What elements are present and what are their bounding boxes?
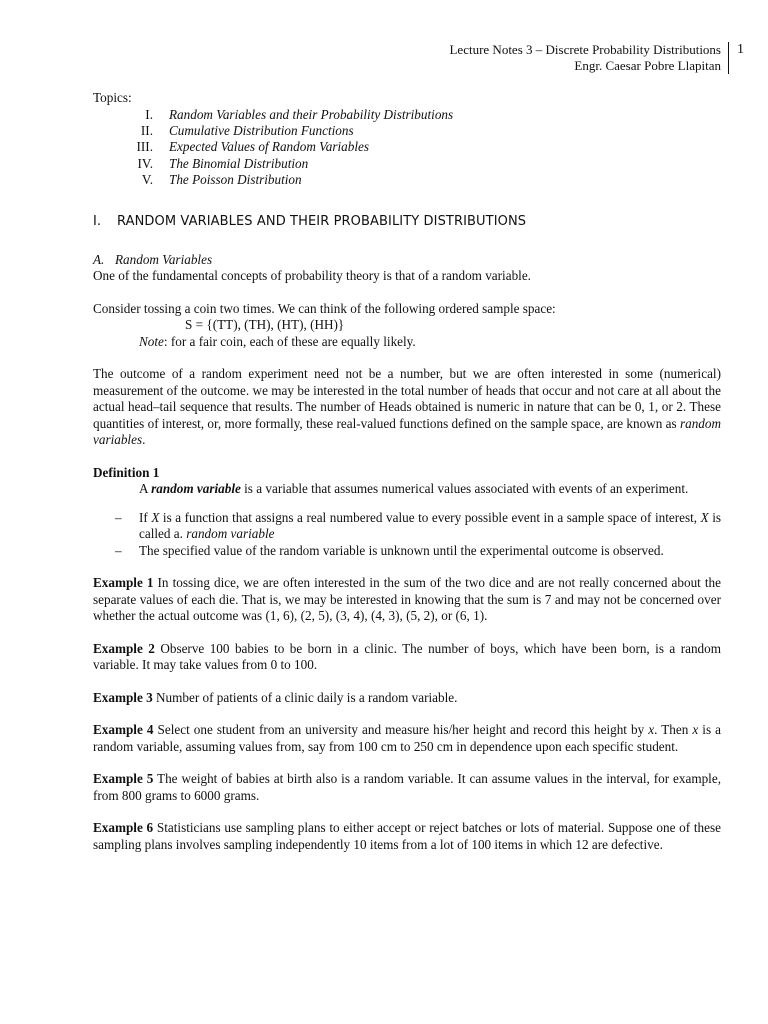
- bullet-text-part: If: [139, 509, 152, 525]
- topic-number: II.: [140, 122, 153, 138]
- topic-number: V.: [141, 172, 153, 188]
- bullet-dash: –: [115, 509, 122, 525]
- intro-paragraph: One of the fundamental concepts of probability theory is that of a random variable.: [93, 268, 531, 284]
- example-text: . Then: [654, 722, 693, 738]
- topic-title: Cumulative Distribution Functions: [169, 122, 354, 138]
- page-number: 1: [737, 42, 744, 57]
- bullet-term: random variable: [186, 526, 275, 542]
- outcome-text: The outcome of a random experiment need not be a number, but we are often interested in some (numerical) measurement of the outcome. we may be interested in the total number of heads that occur and not care at all about the actual head–tail sequence that results. The number of Heads obtained is numeric in nature that can be 0, 1, or 2. These quantities of interest, or, more formally, these real-valued functions defined on the sample space, are known as: [93, 366, 721, 431]
- page-header: [449, 42, 744, 74]
- example-label: Example 5: [93, 771, 154, 787]
- note-paragraph: [93, 334, 721, 351]
- note-text: : for a fair coin, each of these are equally likely.: [163, 333, 416, 349]
- example-label: Example 3: [93, 689, 153, 705]
- bullet-text: [139, 510, 721, 543]
- definition-pre: A: [139, 481, 152, 497]
- definition-title: Definition 1: [93, 464, 160, 480]
- sample-space-equation: S = {(TT), (TH), (HT), (HH)}: [185, 317, 345, 333]
- variable-x: X: [700, 509, 709, 525]
- outcome-paragraph: [93, 366, 721, 449]
- section-heading: [93, 214, 721, 231]
- example-label: Example 2: [93, 640, 155, 656]
- bullet-text-part: is a function that assigns a real numbered value to every possible event in a sample space of interest,: [159, 509, 701, 525]
- example-paragraph: [93, 690, 721, 707]
- variable-x: x: [648, 722, 655, 738]
- bullet-text: The specified value of the random variable is unknown until the experimental outcome is observed.: [139, 542, 664, 558]
- topic-title: The Binomial Distribution: [169, 155, 309, 171]
- bullet-item: [93, 543, 721, 560]
- example-label: Example 1: [93, 575, 154, 591]
- example-text: Number of patients of a clinic daily is a random variable.: [152, 689, 458, 705]
- example-text: In tossing dice, we are often interested in the sum of the two dice and are not really concerned about the separate values of each die. That is, we may be interested in knowing that the sum is 7 and may not be concerned over whether the actual outcome was (1, 6), (2, 5), (3, 4), (4, 3), (5, 2), or (6, 1).: [93, 575, 721, 624]
- subsection-letter: A.: [93, 251, 105, 267]
- example-paragraph: [93, 575, 721, 625]
- topic-number: I.: [145, 106, 153, 122]
- section-number: I.: [93, 214, 102, 230]
- topic-title: Expected Values of Random Variables: [169, 139, 369, 155]
- example-text: Select one student from an university and measure his/her height and record this height by: [153, 722, 649, 738]
- example-paragraph: [93, 641, 721, 674]
- coin-paragraph: Consider tossing a coin two times. We can think of the following ordered sample space:: [93, 300, 556, 316]
- topic-title: The Poisson Distribution: [169, 172, 302, 188]
- note-label: Note: [139, 333, 164, 349]
- example-text: Observe 100 babies to be born in a clinic. The number of boys, which have been born, is a random variable. It may take values from 0 to 100.: [93, 640, 721, 673]
- subsection-title: Random Variables: [115, 251, 213, 267]
- topic-item: [93, 139, 721, 155]
- example-text: is a random variable, assuming values from, say from 100 cm to 250 cm in dependence upon each specific student.: [93, 722, 721, 754]
- subsection-heading: [93, 252, 721, 269]
- example-text: Statisticians use sampling plans to either accept or reject batches or lots of material. Suppose one of these sampling plans involves sampling independently 10 items from a lot of 100 items in which 12 are defective.: [93, 820, 721, 852]
- topics-label: Topics:: [93, 90, 132, 105]
- definition-post: is a variable that assumes numerical values associated with events of an experiment.: [240, 481, 689, 497]
- example-paragraph: [93, 722, 721, 755]
- topic-title: Random Variables and their Probability Distributions: [169, 106, 454, 122]
- author-name: Engr. Caesar Pobre Llapitan: [574, 58, 721, 73]
- bullet-item: [93, 510, 721, 543]
- topic-item: [93, 123, 721, 139]
- bullet-dash: –: [115, 542, 122, 558]
- topic-number: IV.: [137, 155, 153, 171]
- lecture-title: Lecture Notes 3 – Discrete Probability Distributions: [449, 42, 721, 57]
- outcome-term: random variables: [93, 415, 721, 448]
- example-paragraph: [93, 771, 721, 804]
- outcome-end: .: [142, 432, 146, 448]
- definition-text: [93, 481, 721, 498]
- topics-list: [93, 107, 721, 189]
- topic-number: III.: [136, 139, 153, 155]
- example-text: The weight of babies at birth also is a random variable. It can assume values in the interval, for example, from 800 grams to 6000 grams.: [93, 771, 721, 803]
- bullet-text-part: is called a.: [139, 509, 722, 542]
- example-label: Example 4: [93, 722, 154, 738]
- topic-item: [93, 107, 721, 123]
- example-label: Example 6: [93, 820, 154, 836]
- variable-x: X: [151, 509, 160, 525]
- topic-item: [93, 172, 721, 188]
- topic-item: [93, 156, 721, 172]
- example-paragraph: [93, 820, 721, 853]
- header-text: [449, 42, 729, 74]
- variable-x: x: [692, 722, 699, 738]
- definition-term: random variable: [151, 481, 241, 497]
- section-title: RANDOM VARIABLES AND THEIR PROBABILITY DISTRIBUTIONS: [117, 214, 527, 230]
- document-body: [93, 90, 721, 853]
